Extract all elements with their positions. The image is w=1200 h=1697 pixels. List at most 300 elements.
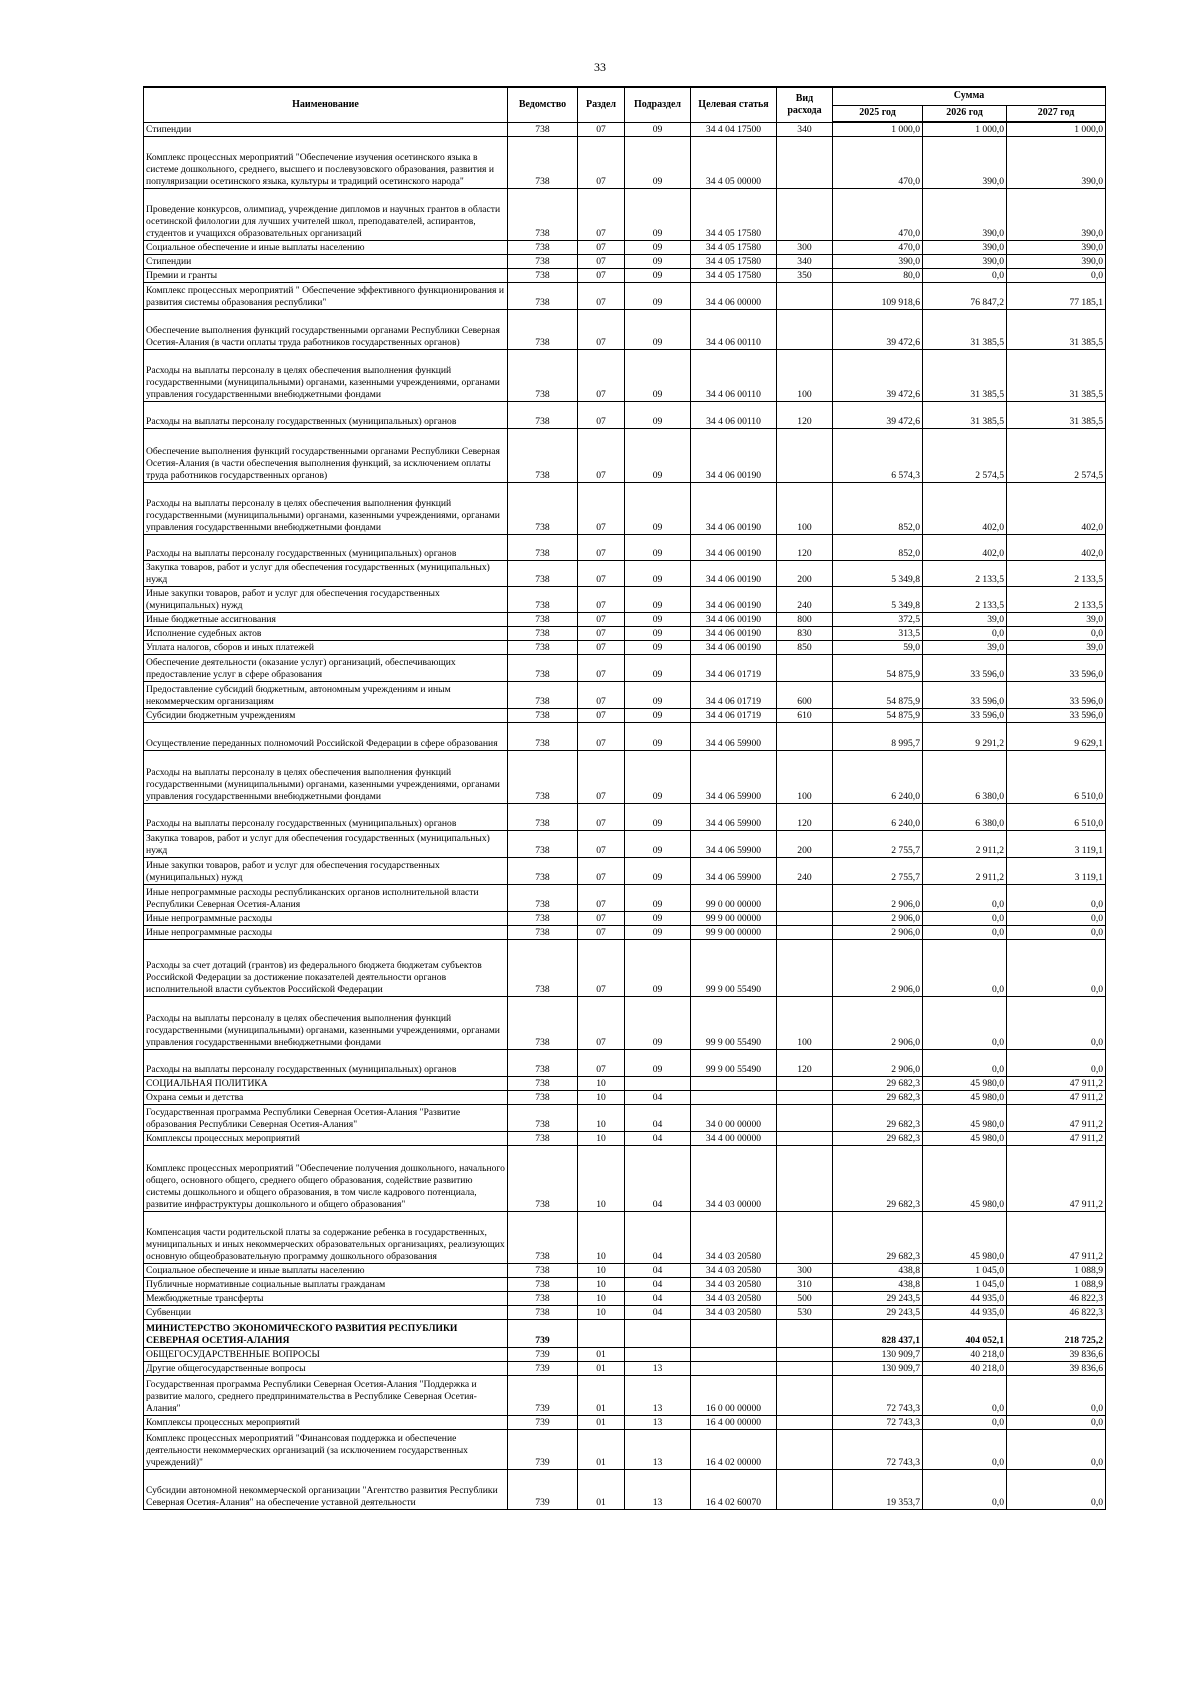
cell-target: 34 4 06 00190 (691, 428, 777, 482)
cell-department: 738 (508, 830, 578, 857)
cell-name: Проведение конкурсов, олимпиад, учреждение дипломов и научных грантов в области осетинской филологии для лучших учителей школ, преподавателей, аспирантов, студентов и учащихся образовательных организаций (144, 188, 508, 240)
cell-section: 10 (578, 1291, 625, 1305)
cell-name: ОБЩЕГОСУДАРСТВЕННЫЕ ВОПРОСЫ (144, 1347, 508, 1361)
cell-2025: 8 995,7 (833, 722, 923, 750)
cell-target: 16 4 02 60070 (691, 1469, 777, 1509)
cell-2027: 46 822,3 (1007, 1291, 1106, 1305)
cell-department: 738 (508, 560, 578, 586)
cell-2027: 39,0 (1007, 640, 1106, 654)
cell-name: Субсидии бюджетным учреждениям (144, 708, 508, 722)
cell-section: 07 (578, 254, 625, 268)
cell-expense-type: 530 (777, 1305, 833, 1319)
cell-2026: 0,0 (923, 911, 1007, 925)
table-row (144, 654, 1106, 681)
cell-section: 07 (578, 282, 625, 309)
cell-target: 34 4 06 01719 (691, 681, 777, 708)
cell-2026: 33 596,0 (923, 654, 1007, 681)
cell-target: 34 4 04 17500 (691, 122, 777, 136)
cell-department: 738 (508, 884, 578, 911)
cell-section: 07 (578, 1049, 625, 1076)
cell-target: 34 4 06 00190 (691, 560, 777, 586)
cell-2025: 852,0 (833, 482, 923, 534)
cell-section: 07 (578, 884, 625, 911)
cell-2027: 46 822,3 (1007, 1305, 1106, 1319)
cell-section: 07 (578, 750, 625, 803)
cell-subsection: 09 (625, 401, 691, 428)
cell-expense-type (777, 925, 833, 939)
cell-name: Иные бюджетные ассигнования (144, 612, 508, 626)
cell-2026: 0,0 (923, 1375, 1007, 1415)
cell-subsection: 09 (625, 268, 691, 282)
cell-2027: 47 911,2 (1007, 1076, 1106, 1090)
header-target: Целевая статья (691, 87, 777, 122)
header-name: Наименование (144, 87, 508, 122)
cell-expense-type: 830 (777, 626, 833, 640)
cell-name: Расходы на выплаты персоналу в целях обеспечения выполнения функций государственными (муниципальными) органами, казенными учреждениями, органами управления государственными внебюджетными фондами (144, 482, 508, 534)
cell-2027: 402,0 (1007, 534, 1106, 560)
cell-expense-type (777, 1415, 833, 1429)
cell-department: 739 (508, 1347, 578, 1361)
cell-expense-type (777, 1361, 833, 1375)
cell-2025: 54 875,9 (833, 681, 923, 708)
table-row (144, 803, 1106, 830)
cell-target: 16 4 00 00000 (691, 1415, 777, 1429)
cell-subsection: 04 (625, 1305, 691, 1319)
table-row (144, 722, 1106, 750)
cell-department: 738 (508, 188, 578, 240)
table-row (144, 122, 1106, 136)
cell-name: Комплекс процессных мероприятий "Обеспечение изучения осетинского языка в системе дошкольного, среднего, высшего и послевузовского образования, развития и популяризации осетинского языка, культуры и традиций осетинского народа" (144, 136, 508, 188)
header-year-2027: 2027 год (1007, 105, 1106, 122)
cell-target: 34 4 06 00190 (691, 612, 777, 626)
cell-name: СОЦИАЛЬНАЯ ПОЛИТИКА (144, 1076, 508, 1090)
cell-name: Уплата налогов, сборов и иных платежей (144, 640, 508, 654)
cell-2026: 33 596,0 (923, 708, 1007, 722)
cell-target: 34 4 06 59900 (691, 803, 777, 830)
cell-department: 738 (508, 1104, 578, 1131)
cell-target: 34 4 03 20580 (691, 1211, 777, 1263)
cell-2026: 1 045,0 (923, 1277, 1007, 1291)
cell-target: 99 0 00 00000 (691, 884, 777, 911)
cell-name: Государственная программа Республики Северная Осетия-Алания "Развитие образования Республики Северная Осетия-Алания" (144, 1104, 508, 1131)
cell-subsection: 09 (625, 122, 691, 136)
cell-department: 738 (508, 996, 578, 1049)
cell-department: 738 (508, 254, 578, 268)
cell-subsection: 09 (625, 282, 691, 309)
cell-2026: 76 847,2 (923, 282, 1007, 309)
cell-expense-type (777, 309, 833, 349)
cell-target: 34 4 05 00000 (691, 136, 777, 188)
table-row (144, 884, 1106, 911)
cell-department: 738 (508, 857, 578, 884)
cell-2025: 29 682,3 (833, 1211, 923, 1263)
cell-name: Обеспечение выполнения функций государственными органами Республики Северная Осетия-Алания (в части оплаты труда работников государственных органов) (144, 309, 508, 349)
table-row (144, 1104, 1106, 1131)
cell-subsection: 09 (625, 857, 691, 884)
cell-2025: 372,5 (833, 612, 923, 626)
header-sum: Сумма (833, 87, 1106, 105)
cell-subsection: 13 (625, 1361, 691, 1375)
cell-2027: 1 088,9 (1007, 1263, 1106, 1277)
cell-2026: 0,0 (923, 626, 1007, 640)
cell-2025: 54 875,9 (833, 708, 923, 722)
cell-expense-type: 300 (777, 1263, 833, 1277)
cell-name: Расходы на выплаты персоналу государственных (муниципальных) органов (144, 803, 508, 830)
cell-2027: 0,0 (1007, 1429, 1106, 1469)
cell-2027: 47 911,2 (1007, 1211, 1106, 1263)
cell-name: Стипендии (144, 254, 508, 268)
table-row (144, 282, 1106, 309)
cell-department: 738 (508, 1145, 578, 1211)
cell-expense-type (777, 282, 833, 309)
cell-expense-type (777, 188, 833, 240)
cell-section: 01 (578, 1375, 625, 1415)
cell-subsection: 09 (625, 640, 691, 654)
cell-subsection: 09 (625, 911, 691, 925)
cell-2026: 44 935,0 (923, 1291, 1007, 1305)
cell-section: 07 (578, 268, 625, 282)
table-row (144, 268, 1106, 282)
cell-department: 738 (508, 240, 578, 254)
cell-section: 10 (578, 1211, 625, 1263)
table-row (144, 612, 1106, 626)
cell-2027: 6 510,0 (1007, 803, 1106, 830)
cell-target: 34 4 03 00000 (691, 1145, 777, 1211)
cell-2027: 3 119,1 (1007, 830, 1106, 857)
cell-name: Исполнение судебных актов (144, 626, 508, 640)
cell-2026: 1 045,0 (923, 1263, 1007, 1277)
cell-2027: 2 133,5 (1007, 560, 1106, 586)
cell-expense-type (777, 654, 833, 681)
table-row (144, 1347, 1106, 1361)
cell-expense-type (777, 1375, 833, 1415)
cell-section: 01 (578, 1361, 625, 1375)
table-row (144, 640, 1106, 654)
cell-expense-type: 120 (777, 534, 833, 560)
cell-department: 738 (508, 911, 578, 925)
cell-department: 738 (508, 1277, 578, 1291)
cell-2026: 40 218,0 (923, 1361, 1007, 1375)
cell-name: Межбюджетные трансферты (144, 1291, 508, 1305)
cell-department: 738 (508, 1291, 578, 1305)
cell-expense-type: 340 (777, 254, 833, 268)
cell-2025: 2 906,0 (833, 911, 923, 925)
cell-target: 34 4 06 01719 (691, 708, 777, 722)
cell-expense-type (777, 884, 833, 911)
cell-section: 07 (578, 681, 625, 708)
cell-expense-type: 100 (777, 996, 833, 1049)
cell-subsection: 09 (625, 939, 691, 996)
cell-subsection (625, 1076, 691, 1090)
cell-subsection: 09 (625, 708, 691, 722)
cell-2026: 39,0 (923, 612, 1007, 626)
cell-expense-type (777, 1104, 833, 1131)
cell-subsection: 09 (625, 188, 691, 240)
cell-2026: 45 980,0 (923, 1145, 1007, 1211)
cell-2027: 33 596,0 (1007, 708, 1106, 722)
cell-2026: 2 911,2 (923, 857, 1007, 884)
cell-subsection: 13 (625, 1469, 691, 1509)
cell-section: 07 (578, 911, 625, 925)
table-row (144, 1131, 1106, 1145)
cell-department: 738 (508, 534, 578, 560)
cell-2027: 0,0 (1007, 939, 1106, 996)
cell-target (691, 1319, 777, 1347)
cell-section: 10 (578, 1131, 625, 1145)
cell-subsection: 09 (625, 681, 691, 708)
cell-name: Обеспечение деятельности (оказание услуг) организаций, обеспечивающих предоставление услуг в сфере образования (144, 654, 508, 681)
table-row (144, 1277, 1106, 1291)
cell-expense-type (777, 1090, 833, 1104)
cell-2025: 5 349,8 (833, 586, 923, 612)
cell-department: 739 (508, 1361, 578, 1375)
table-row (144, 1361, 1106, 1375)
cell-2027: 39,0 (1007, 612, 1106, 626)
cell-name: Расходы на выплаты персоналу в целях обеспечения выполнения функций государственными (муниципальными) органами, казенными учреждениями, органами управления государственными внебюджетными фондами (144, 750, 508, 803)
page-number: 33 (594, 60, 606, 74)
cell-2026: 31 385,5 (923, 401, 1007, 428)
header-department: Ведомство (508, 87, 578, 122)
cell-subsection: 09 (625, 482, 691, 534)
cell-target: 34 4 03 20580 (691, 1277, 777, 1291)
budget-table (143, 86, 1106, 1510)
cell-2025: 470,0 (833, 188, 923, 240)
cell-subsection: 09 (625, 254, 691, 268)
cell-name: Иные непрограммные расходы республиканских органов исполнительной власти Республики Северная Осетия-Алания (144, 884, 508, 911)
cell-subsection: 09 (625, 586, 691, 612)
cell-target: 34 4 06 59900 (691, 750, 777, 803)
cell-2027: 390,0 (1007, 240, 1106, 254)
cell-2025: 2 906,0 (833, 939, 923, 996)
cell-name: Иные закупки товаров, работ и услуг для обеспечения государственных (муниципальных) нужд (144, 586, 508, 612)
cell-subsection: 09 (625, 240, 691, 254)
cell-section: 07 (578, 640, 625, 654)
cell-name: Расходы на выплаты персоналу государственных (муниципальных) органов (144, 534, 508, 560)
cell-subsection: 09 (625, 309, 691, 349)
cell-2025: 470,0 (833, 136, 923, 188)
cell-section: 10 (578, 1104, 625, 1131)
cell-expense-type: 340 (777, 122, 833, 136)
cell-expense-type (777, 722, 833, 750)
cell-name: Комплекс процессных мероприятий "Финансовая поддержка и обеспечение деятельности некоммерческих организаций (за исключением государственных учреждений)" (144, 1429, 508, 1469)
cell-target: 34 4 05 17580 (691, 268, 777, 282)
cell-2026: 0,0 (923, 1429, 1007, 1469)
cell-2025: 19 353,7 (833, 1469, 923, 1509)
cell-2027: 39 836,6 (1007, 1347, 1106, 1361)
cell-department: 738 (508, 1090, 578, 1104)
cell-name: Комплексы процессных мероприятий (144, 1131, 508, 1145)
cell-department: 739 (508, 1319, 578, 1347)
cell-section: 07 (578, 939, 625, 996)
cell-2027: 33 596,0 (1007, 681, 1106, 708)
cell-subsection: 04 (625, 1211, 691, 1263)
cell-department: 738 (508, 612, 578, 626)
cell-expense-type (777, 1131, 833, 1145)
cell-2026: 44 935,0 (923, 1305, 1007, 1319)
cell-name: Компенсация части родительской платы за содержание ребенка в государственных, муниципальных и иных некоммерческих образовательных организациях, реализующих основную общеобразовательную программу дошкольного образования (144, 1211, 508, 1263)
table-row (144, 911, 1106, 925)
cell-subsection: 09 (625, 830, 691, 857)
cell-2025: 72 743,3 (833, 1429, 923, 1469)
cell-section: 07 (578, 482, 625, 534)
cell-2026: 0,0 (923, 1049, 1007, 1076)
cell-section: 01 (578, 1347, 625, 1361)
cell-department: 738 (508, 626, 578, 640)
cell-2027: 39 836,6 (1007, 1361, 1106, 1375)
cell-name: Субвенции (144, 1305, 508, 1319)
cell-name: Охрана семьи и детства (144, 1090, 508, 1104)
cell-section: 07 (578, 925, 625, 939)
cell-target: 34 4 05 17580 (691, 188, 777, 240)
cell-name: Расходы на выплаты персоналу государственных (муниципальных) органов (144, 1049, 508, 1076)
cell-name: Иные непрограммные расходы (144, 925, 508, 939)
cell-target: 34 0 00 00000 (691, 1104, 777, 1131)
cell-subsection: 04 (625, 1291, 691, 1305)
cell-2026: 0,0 (923, 1415, 1007, 1429)
cell-expense-type: 120 (777, 401, 833, 428)
cell-subsection: 09 (625, 534, 691, 560)
table-row (144, 626, 1106, 640)
cell-name: Другие общегосударственные вопросы (144, 1361, 508, 1375)
cell-section: 07 (578, 996, 625, 1049)
cell-expense-type: 800 (777, 612, 833, 626)
table-row (144, 750, 1106, 803)
cell-department: 738 (508, 654, 578, 681)
cell-target: 34 4 06 59900 (691, 722, 777, 750)
cell-department: 738 (508, 1131, 578, 1145)
table-row (144, 939, 1106, 996)
cell-section: 07 (578, 188, 625, 240)
cell-2026: 45 980,0 (923, 1076, 1007, 1090)
cell-2025: 6 574,3 (833, 428, 923, 482)
cell-section: 07 (578, 401, 625, 428)
cell-target: 99 9 00 00000 (691, 911, 777, 925)
cell-2025: 29 682,3 (833, 1090, 923, 1104)
cell-2025: 39 472,6 (833, 401, 923, 428)
cell-2026: 45 980,0 (923, 1104, 1007, 1131)
table-row (144, 1415, 1106, 1429)
header-expense-type: Вид расхода (777, 87, 833, 122)
table-row (144, 1049, 1106, 1076)
table-row (144, 925, 1106, 939)
cell-target: 99 9 00 00000 (691, 925, 777, 939)
cell-2026: 0,0 (923, 996, 1007, 1049)
cell-target: 99 9 00 55490 (691, 1049, 777, 1076)
cell-department: 738 (508, 309, 578, 349)
cell-2026: 2 133,5 (923, 560, 1007, 586)
cell-2027: 2 133,5 (1007, 586, 1106, 612)
cell-section: 07 (578, 586, 625, 612)
cell-2025: 29 682,3 (833, 1104, 923, 1131)
cell-2027: 0,0 (1007, 1415, 1106, 1429)
cell-department: 738 (508, 640, 578, 654)
table-row (144, 1145, 1106, 1211)
cell-2025: 5 349,8 (833, 560, 923, 586)
table-row (144, 188, 1106, 240)
cell-department: 738 (508, 750, 578, 803)
cell-subsection: 04 (625, 1131, 691, 1145)
cell-name: Социальное обеспечение и иные выплаты населению (144, 1263, 508, 1277)
cell-2025: 130 909,7 (833, 1361, 923, 1375)
cell-2027: 47 911,2 (1007, 1104, 1106, 1131)
cell-expense-type (777, 136, 833, 188)
cell-expense-type: 240 (777, 857, 833, 884)
cell-department: 738 (508, 268, 578, 282)
cell-2027: 0,0 (1007, 925, 1106, 939)
cell-2027: 31 385,5 (1007, 309, 1106, 349)
cell-2027: 0,0 (1007, 996, 1106, 1049)
cell-section: 10 (578, 1145, 625, 1211)
cell-2027: 0,0 (1007, 268, 1106, 282)
cell-2026: 2 911,2 (923, 830, 1007, 857)
cell-subsection: 04 (625, 1263, 691, 1277)
cell-2026: 0,0 (923, 1469, 1007, 1509)
cell-2025: 390,0 (833, 254, 923, 268)
cell-section: 01 (578, 1415, 625, 1429)
header-section: Раздел (578, 87, 625, 122)
cell-expense-type: 350 (777, 268, 833, 282)
cell-subsection: 09 (625, 654, 691, 681)
cell-expense-type: 200 (777, 830, 833, 857)
table-row (144, 857, 1106, 884)
cell-section: 07 (578, 830, 625, 857)
cell-expense-type: 100 (777, 349, 833, 401)
table-row (144, 996, 1106, 1049)
cell-target: 34 4 05 17580 (691, 240, 777, 254)
cell-department: 738 (508, 681, 578, 708)
cell-section: 07 (578, 722, 625, 750)
cell-expense-type (777, 1145, 833, 1211)
cell-subsection: 09 (625, 750, 691, 803)
cell-target: 34 4 06 00190 (691, 586, 777, 612)
cell-2026: 39,0 (923, 640, 1007, 654)
cell-subsection: 09 (625, 612, 691, 626)
cell-2026: 33 596,0 (923, 681, 1007, 708)
cell-2025: 2 906,0 (833, 996, 923, 1049)
cell-subsection: 09 (625, 428, 691, 482)
cell-subsection: 04 (625, 1104, 691, 1131)
cell-department: 738 (508, 803, 578, 830)
cell-department: 738 (508, 722, 578, 750)
cell-2025: 39 472,6 (833, 349, 923, 401)
cell-target: 16 0 00 00000 (691, 1375, 777, 1415)
cell-target: 34 4 00 00000 (691, 1131, 777, 1145)
cell-2027: 1 000,0 (1007, 122, 1106, 136)
cell-2027: 0,0 (1007, 884, 1106, 911)
cell-2025: 1 000,0 (833, 122, 923, 136)
cell-subsection: 09 (625, 560, 691, 586)
cell-department: 738 (508, 586, 578, 612)
cell-section: 07 (578, 560, 625, 586)
cell-name: Комплекс процессных мероприятий " Обеспечение эффективного функционирования и развития системы образования республики" (144, 282, 508, 309)
cell-2025: 2 755,7 (833, 857, 923, 884)
cell-name: Закупка товаров, работ и услуг для обеспечения государственных (муниципальных) нужд (144, 830, 508, 857)
cell-expense-type: 240 (777, 586, 833, 612)
cell-2026: 390,0 (923, 188, 1007, 240)
cell-2025: 29 682,3 (833, 1145, 923, 1211)
table-row (144, 681, 1106, 708)
cell-department: 738 (508, 1263, 578, 1277)
cell-target: 34 4 06 59900 (691, 830, 777, 857)
cell-name: Осуществление переданных полномочий Российской Федерации в сфере образования (144, 722, 508, 750)
cell-2025: 438,8 (833, 1263, 923, 1277)
cell-department: 739 (508, 1469, 578, 1509)
cell-target (691, 1361, 777, 1375)
cell-name: Иные закупки товаров, работ и услуг для обеспечения государственных (муниципальных) нужд (144, 857, 508, 884)
cell-2027: 390,0 (1007, 188, 1106, 240)
cell-name: Обеспечение выполнения функций государственными органами Республики Северная Осетия-Алания (в части обеспечения выполнения функций, за исключением оплаты труда работников государственных органов) (144, 428, 508, 482)
cell-2025: 313,5 (833, 626, 923, 640)
